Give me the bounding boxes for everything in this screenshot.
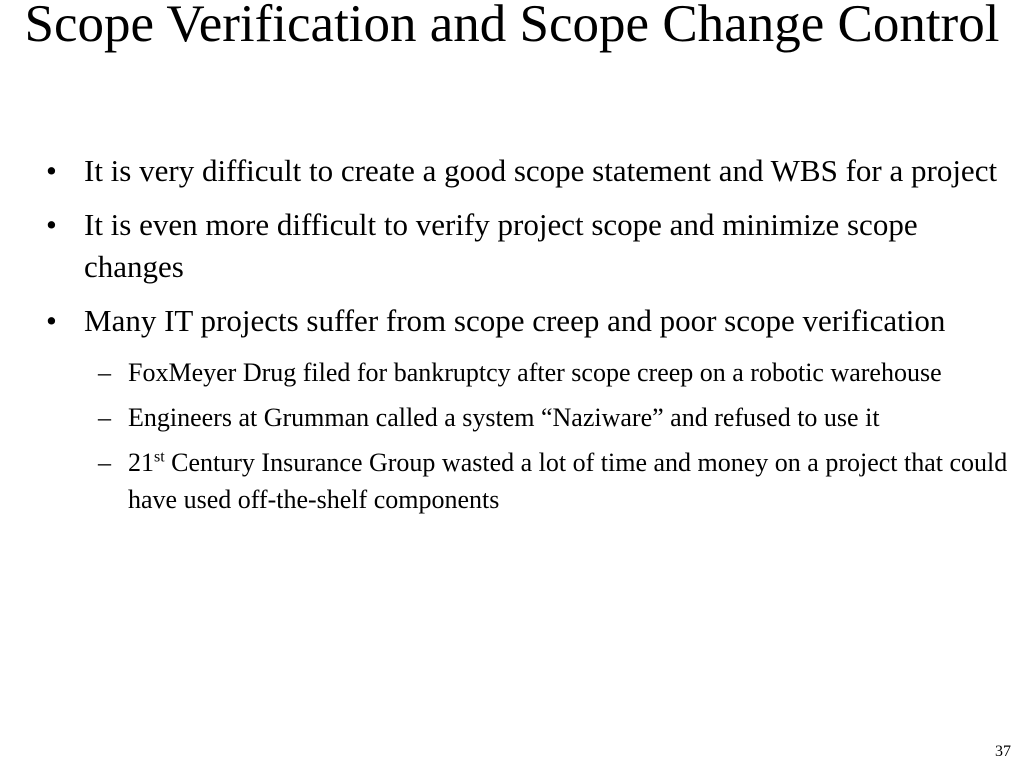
sub-bullet-marker: – <box>98 448 111 477</box>
bullet-text: Many IT projects suffer from scope creep and poor scope verification <box>84 303 946 338</box>
sub-bullet-item <box>98 399 1016 436</box>
sub-bullet-marker: – <box>98 358 111 387</box>
sub-bullet-item <box>98 444 1016 518</box>
bullet-marker: • <box>46 153 57 188</box>
bullet-marker: • <box>46 303 57 338</box>
bullet-marker: • <box>46 207 57 242</box>
bullet-text: It is very difficult to create a good scope statement and WBS for a project <box>84 153 998 188</box>
sub-bullet-superscript: st <box>154 448 165 466</box>
sub-bullet-text: FoxMeyer Drug filed for bankruptcy after scope creep on a robotic warehouse <box>128 358 942 387</box>
bullet-list <box>0 150 1024 526</box>
page-number: 37 <box>995 743 1011 760</box>
bullet-item <box>46 204 1009 288</box>
sub-bullet-list <box>0 354 1024 518</box>
sub-bullet-group <box>0 354 1024 518</box>
bullet-text: It is even more difficult to verify project scope and minimize scope changes <box>84 207 918 284</box>
sub-bullet-marker: – <box>98 403 111 432</box>
slide-title: Scope Verification and Scope Change Control <box>24 0 1000 53</box>
bullet-item <box>46 300 1009 342</box>
bullet-item <box>46 150 1009 192</box>
sub-bullet-item <box>98 354 1016 391</box>
sub-bullet-prefix: 21 <box>128 448 154 477</box>
sub-bullet-text: Century Insurance Group wasted a lot of time and money on a project that could have used off-the-shelf components <box>128 448 1008 514</box>
sub-bullet-text: Engineers at Grumman called a system “Naziware” and refused to use it <box>128 403 880 432</box>
